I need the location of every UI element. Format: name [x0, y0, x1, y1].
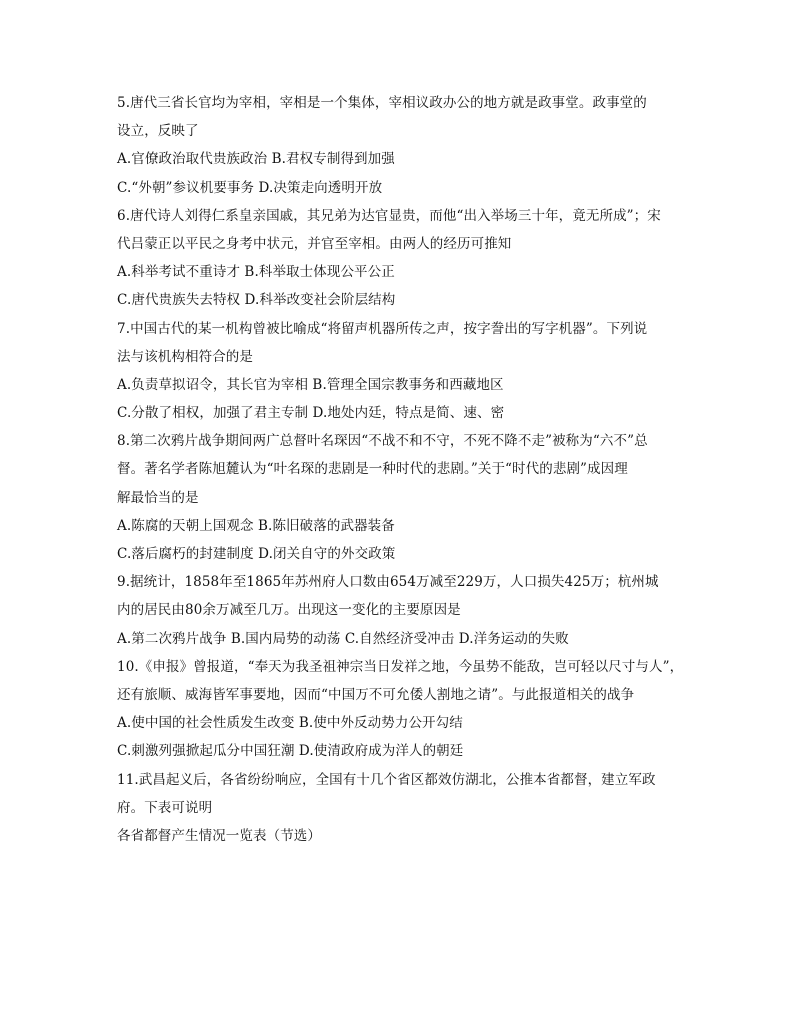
text-line: 府。下表可说明: [117, 799, 213, 816]
option-line: C.落后腐朽的封建制度 D.闭关自守的外交政策: [117, 546, 396, 562]
text-line: 10.《申报》曾报道，“奉天为我圣祖神宗当日发祥之地，今虽势不能敌，岂可轻以尺寸与人”，: [117, 658, 684, 675]
text-line: 设立，反映了: [117, 123, 199, 140]
text-line: 还有旅顺、威海皆军事要地，因而“中国万不可允倭人割地之请”。与此报道相关的战争: [117, 686, 635, 703]
text-line: 11.武昌起义后，各省纷纷响应，全国有十几个省区都效仿湖北，公推本省都督，建立军政: [117, 771, 656, 788]
option-line: C.“外朝”参议机要事务 D.决策走向透明开放: [117, 179, 383, 196]
text-line: 6.唐代诗人刘得仁系皇亲国戚，其兄弟为达官显贵，而他“出入举场三十年，竟无所成”；宋: [117, 207, 661, 224]
option-line: A.陈腐的天朝上国观念 B.陈旧破落的武器装备: [117, 517, 395, 534]
option-line: A.官僚政治取代贵族政治 B.君权专制得到加强: [117, 151, 395, 168]
text-line: 5.唐代三省长官均为宰相，宰相是一个集体，宰相议政办公的地方就是政事堂。政事堂的: [117, 95, 647, 111]
question-text-block: [117, 89, 697, 850]
text-line: 法与该机构相符合的是: [117, 348, 253, 365]
table-caption: 各省都督产生情况一览表（节选）: [117, 827, 321, 844]
option-line: A.第二次鸦片战争 B.国内局势的动荡 C.自然经济受冲击 D.洋务运动的失败: [117, 630, 569, 647]
text-line: 8.第二次鸦片战争期间两广总督叶名琛因“不战不和不守，不死不降不走”被称为“六不”总: [117, 433, 648, 450]
text-line: 7.中国古代的某一机构曾被比喻成“将留声机器所传之声，按字誊出的写字机器”。下列说: [117, 320, 648, 337]
option-line: C.唐代贵族失去特权 D.科举改变社会阶层结构: [117, 292, 396, 309]
text-line: 督。著名学者陈旭麓认为“叶名琛的悲剧是一种时代的悲剧。”关于“时代的悲剧”成因理: [117, 461, 628, 478]
option-line: A.科举考试不重诗才 B.科举取士体现公平公正: [117, 264, 395, 281]
text-line: 9.据统计，1858年至1865年苏州府人口数由654万减至229万，人口损失425万；杭州城: [117, 574, 659, 591]
text-line: 内的居民由80余万减至几万。出现这一变化的主要原因是: [117, 602, 461, 619]
option-line: C.刺激列强掀起瓜分中国狂潮 D.使清政府成为洋人的朝廷: [117, 743, 464, 760]
text-line: 代吕蒙正以平民之身考中状元，并官至宰相。由两人的经历可推知: [117, 235, 512, 252]
text-line: 解最恰当的是: [117, 489, 199, 506]
option-line: A.使中国的社会性质发生改变 B.使中外反动势力公开勾结: [117, 715, 463, 732]
option-line: C.分散了相权，加强了君主专制 D.地处内廷，特点是简、速、密: [117, 405, 505, 422]
option-line: A.负责草拟诏令，其长官为宰相 B.管理全国宗教事务和西藏地区: [117, 376, 504, 393]
